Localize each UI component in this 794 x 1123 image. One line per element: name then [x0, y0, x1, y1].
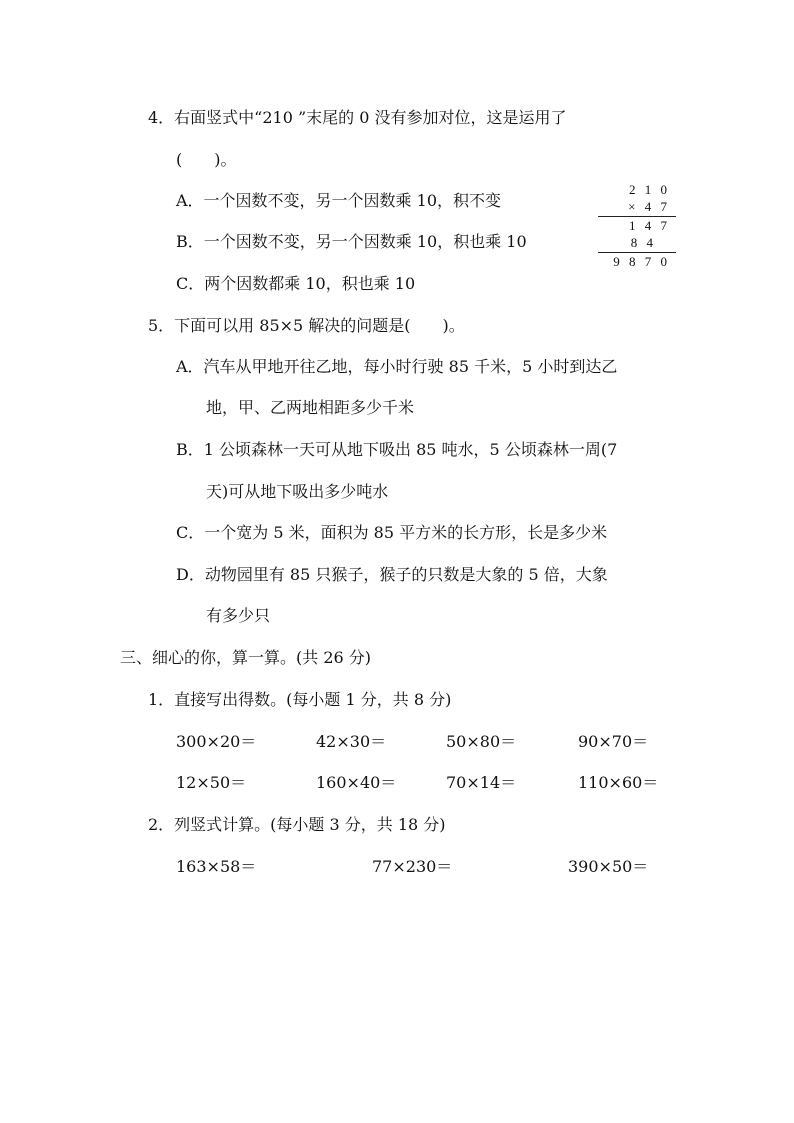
calc-item: 90×70＝ [578, 732, 649, 751]
q4-answer-blank: ( )。 [176, 150, 237, 169]
q5-option-a: A．汽车从甲地开往乙地，每小时行驶 85 千米，5 小时到达乙 [176, 357, 618, 376]
calc-item: 42×30＝ [316, 732, 387, 751]
q5-option-b: B．1 公顷森林一天可从地下吸出 85 吨水，5 公顷森林一周(7 [176, 440, 618, 459]
q5-option-d-cont: 有多少只 [206, 606, 271, 625]
vertical-rule-1 [598, 216, 676, 217]
partial-product-1: 1 4 7 [629, 218, 670, 233]
calc-item: 390×50＝ [568, 857, 649, 876]
q5-option-d: D．动物园里有 85 只猴子，猴子的只数是大象的 5 倍，大象 [176, 565, 608, 584]
q4-option-b: B．一个因数不变，另一个因数乘 10，积也乘 10 [176, 232, 527, 251]
multiplicand: 2 1 0 [629, 182, 670, 197]
s3-q2-title: 2．列竖式计算。(每小题 3 分，共 18 分) [148, 815, 446, 834]
q5-option-c: C．一个宽为 5 米，面积为 85 平方米的长方形，长是多少米 [176, 523, 608, 542]
calc-item: 163×58＝ [176, 857, 257, 876]
calc-item: 77×230＝ [372, 857, 453, 876]
calc-item: 70×14＝ [446, 773, 517, 792]
vertical-rule-2 [598, 252, 676, 253]
calc-item: 160×40＝ [316, 773, 397, 792]
q4-stem-line1: 4．右面竖式中“210 ”末尾的 0 没有参加对位，这是运用了 [148, 108, 567, 127]
calc-item: 50×80＝ [446, 732, 517, 751]
q5-option-b-cont: 天)可从地下吸出多少吨水 [206, 482, 389, 501]
q4-option-c: C．两个因数都乘 10，积也乘 10 [176, 274, 416, 293]
vertical-multiplication [598, 182, 676, 272]
q5-stem: 5．下面可以用 85×5 解决的问题是( )。 [148, 316, 465, 335]
q4-option-a: A．一个因数不变，另一个因数乘 10，积不变 [176, 191, 502, 210]
s3-q1-title: 1．直接写出得数。(每小题 1 分，共 8 分) [148, 690, 452, 709]
section-3-title: 三、细心的你，算一算。(共 26 分) [120, 648, 372, 667]
calc-item: 300×20＝ [176, 732, 257, 751]
calc-item: 110×60＝ [578, 773, 659, 792]
q5-option-a-cont: 地，甲、乙两地相距多少千米 [206, 398, 415, 417]
product-result: 9 8 7 0 [613, 254, 670, 269]
multiplier: × 4 7 [628, 199, 670, 214]
calc-item: 12×50＝ [176, 773, 247, 792]
partial-product-2: 8 4 [630, 235, 656, 250]
